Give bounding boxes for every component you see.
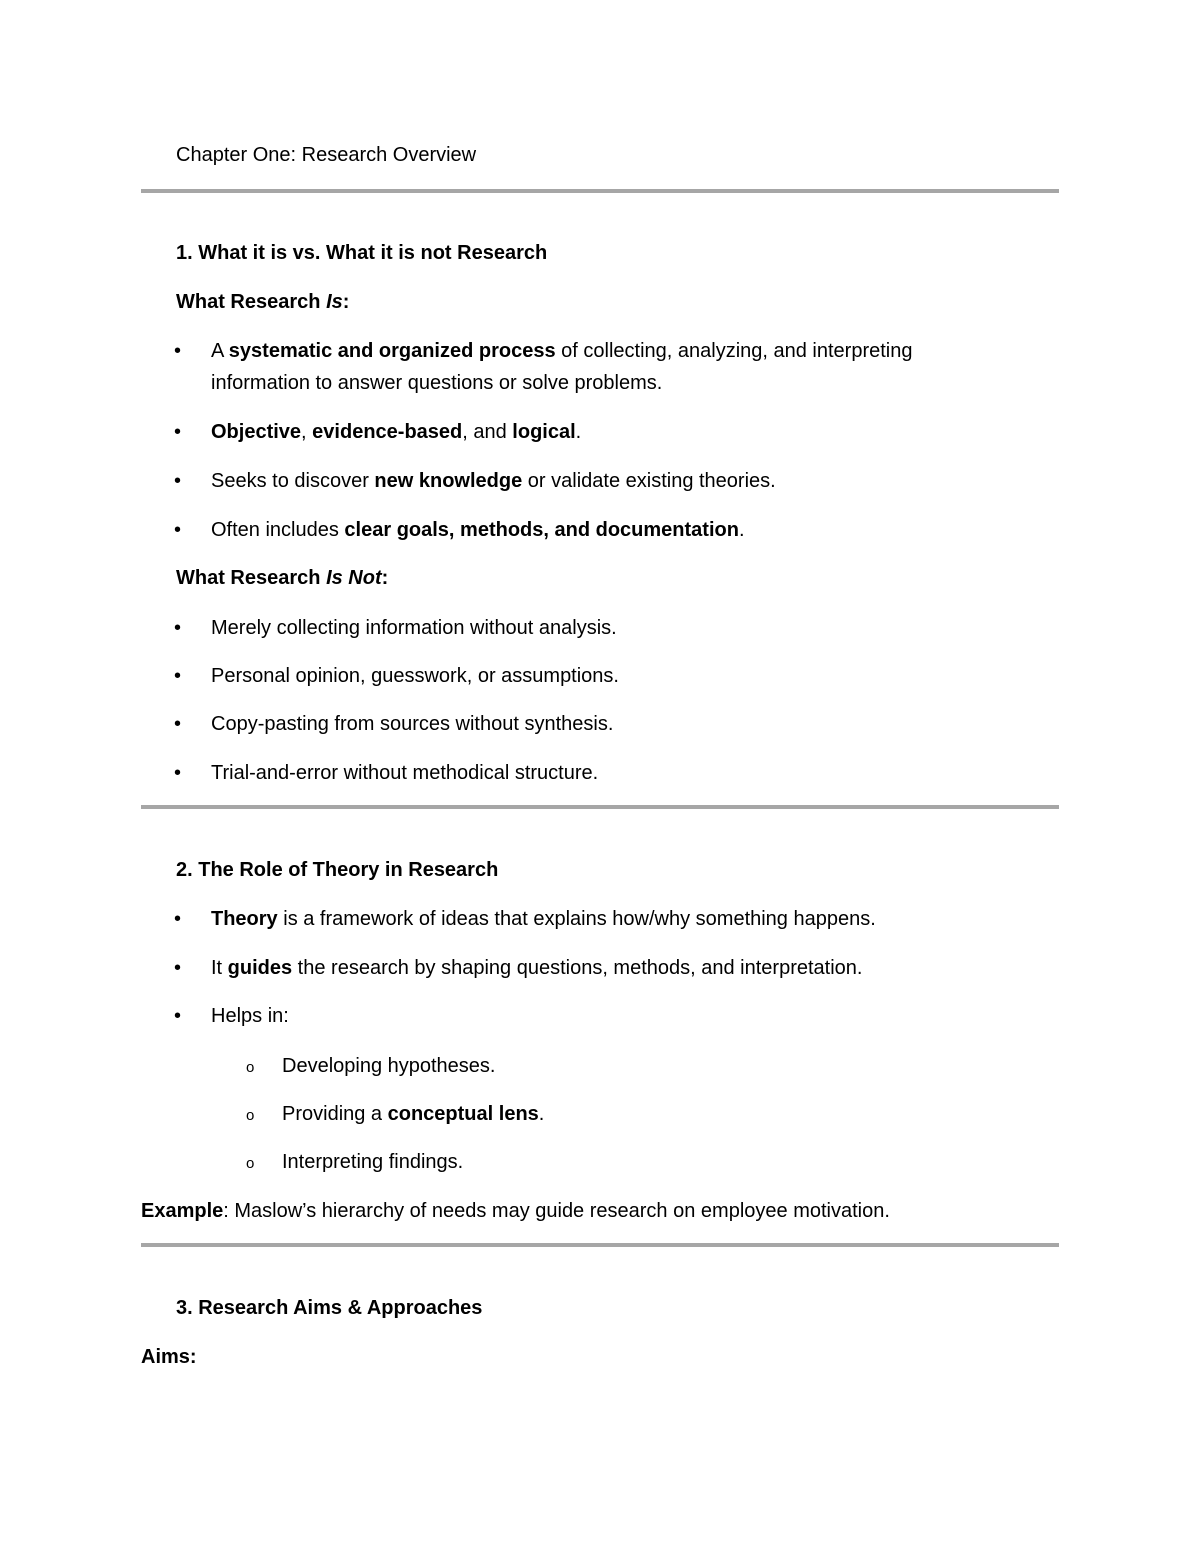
sub-list-item: Interpreting findings. — [282, 1151, 464, 1173]
bullet-icon: • — [174, 617, 182, 639]
item-bold: conceptual lens — [387, 1103, 539, 1125]
section2-heading-text: 2. The Role of Theory in Research — [176, 859, 499, 881]
item-text: A — [211, 340, 229, 362]
item-bold: evidence-based — [312, 421, 463, 443]
item-text: information to answer questions or solve problems. — [211, 372, 663, 394]
section2-heading — [176, 857, 498, 883]
list-item — [211, 468, 776, 494]
item-text: . — [538, 1103, 545, 1125]
what-research-is-not-heading — [176, 565, 388, 591]
bullet-icon: • — [174, 665, 182, 687]
what-research-is-heading — [176, 289, 349, 315]
horizontal-rule-3 — [141, 1243, 1059, 1247]
list-item — [211, 419, 581, 445]
item-text: of collecting, analyzing, and interpreting — [555, 340, 913, 362]
item-text: , — [301, 421, 313, 443]
is-heading-suffix: : — [342, 291, 350, 313]
bullet-icon: • — [174, 421, 182, 443]
list-item: Personal opinion, guesswork, or assumptions. — [211, 665, 619, 687]
item-text: It — [211, 957, 228, 979]
bullet-icon: • — [174, 1005, 182, 1027]
item-bold: clear goals, methods, and documentation — [344, 519, 739, 541]
chapter-title-text: Chapter One: Research Overview — [176, 144, 477, 166]
is-heading-prefix: What Research — [176, 291, 327, 313]
list-item — [211, 906, 876, 932]
item-text: the research by shaping questions, methods, and interpretation. — [292, 957, 863, 979]
section3-heading-text: 3. Research Aims & Approaches — [176, 1297, 483, 1319]
item-text: Often includes — [211, 519, 345, 541]
section1-heading-text: 1. What it is vs. What it is not Research — [176, 242, 548, 264]
item-text: is a framework of ideas that explains how/why something happens. — [277, 908, 876, 930]
item-text: or validate existing theories. — [522, 470, 776, 492]
list-item: Trial-and-error without methodical structure. — [211, 762, 599, 784]
isnot-heading-suffix: : — [381, 567, 389, 589]
isnot-heading-prefix: What Research — [176, 567, 327, 589]
item-bold: new knowledge — [374, 470, 523, 492]
item-bold: logical — [512, 421, 576, 443]
sub-list-item: Developing hypotheses. — [282, 1055, 496, 1077]
list-item-continuation — [211, 370, 662, 396]
example-text: : Maslow’s hierarchy of needs may guide research on employee motivation. — [223, 1200, 890, 1222]
aims-label: Aims: — [141, 1346, 197, 1368]
list-item — [211, 517, 745, 543]
example-paragraph — [141, 1198, 890, 1224]
item-bold: Theory — [211, 908, 278, 930]
section3-heading — [176, 1295, 482, 1321]
item-bold: Objective — [211, 421, 302, 443]
horizontal-rule-1 — [141, 189, 1059, 193]
item-bold: systematic and organized process — [228, 340, 556, 362]
list-item — [211, 955, 862, 981]
item-text: Providing a — [282, 1103, 388, 1125]
bullet-icon: • — [174, 470, 182, 492]
example-label: Example — [141, 1200, 224, 1222]
list-item: Copy-pasting from sources without synthesis. — [211, 713, 614, 735]
item-text: Seeks to discover — [211, 470, 375, 492]
bullet-icon: • — [174, 713, 182, 735]
bullet-icon: • — [174, 957, 182, 979]
chapter-title — [176, 142, 476, 168]
bullet-icon: • — [174, 908, 182, 930]
sub-list-item — [282, 1101, 544, 1127]
list-item: Helps in: — [211, 1005, 289, 1027]
is-heading-emph: Is — [326, 291, 343, 313]
section1-heading — [176, 240, 547, 266]
sub-bullet-icon: o — [246, 1059, 255, 1076]
item-bold: guides — [227, 957, 293, 979]
horizontal-rule-2 — [141, 805, 1059, 809]
list-item: Merely collecting information without analysis. — [211, 617, 617, 639]
isnot-heading-emph: Is Not — [326, 567, 382, 589]
sub-bullet-icon: o — [246, 1107, 255, 1124]
bullet-icon: • — [174, 340, 182, 362]
bullet-icon: • — [174, 519, 182, 541]
item-text: . — [575, 421, 582, 443]
item-text: . — [738, 519, 745, 541]
bullet-icon: • — [174, 762, 182, 784]
sub-bullet-icon: o — [246, 1155, 255, 1172]
item-text: , and — [462, 421, 513, 443]
list-item — [211, 338, 912, 364]
